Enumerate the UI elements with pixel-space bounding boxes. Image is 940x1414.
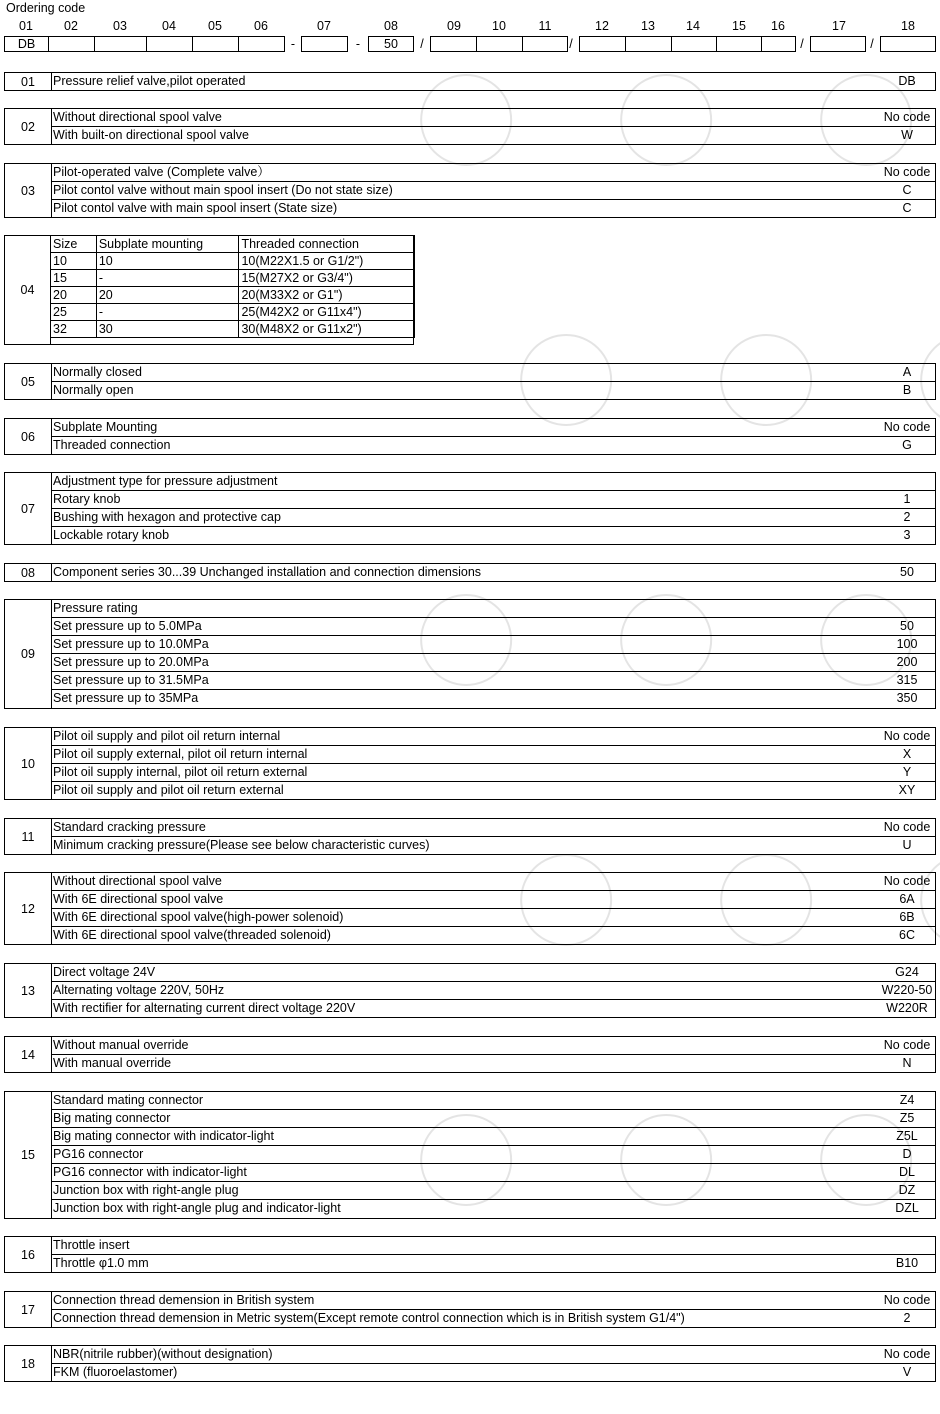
option-description: PG16 connector with indicator-light	[53, 1165, 247, 1179]
option-row	[51, 1237, 935, 1255]
table-cell: 32	[51, 321, 97, 338]
code-box-13[interactable]	[625, 36, 672, 52]
option-row	[51, 527, 935, 545]
option-description: NBR(nitrile rubber)(without designation)	[53, 1347, 273, 1361]
table-row	[51, 253, 415, 270]
option-row	[51, 1364, 935, 1382]
section-code: 06	[5, 419, 52, 454]
option-description: PG16 connector	[53, 1147, 144, 1161]
table-row	[51, 304, 415, 321]
option-description: Without directional spool valve	[53, 874, 222, 888]
option-code: No code	[883, 1038, 931, 1052]
option-description: With 6E directional spool valve(high-power solenoid)	[53, 910, 344, 924]
table-cell: 25	[51, 304, 97, 321]
code-number: 01	[19, 19, 33, 33]
code-box-07[interactable]	[301, 36, 348, 52]
option-code: 1	[903, 492, 911, 506]
option-description: Component series 30...39 Unchanged installation and connection dimensions	[53, 565, 482, 579]
option-code: XY	[898, 783, 916, 797]
code-number: 10	[492, 19, 506, 33]
section-04	[4, 235, 414, 345]
option-description: Normally open	[53, 383, 134, 397]
section-12	[4, 872, 936, 945]
section-13	[4, 963, 936, 1018]
option-description: Without directional spool valve	[53, 110, 222, 124]
code-number: 07	[317, 19, 331, 33]
option-row	[51, 1292, 935, 1310]
option-code: W220-50	[881, 983, 933, 997]
option-description: Standard cracking pressure	[53, 820, 206, 834]
option-row	[51, 873, 935, 891]
option-code: 315	[896, 673, 918, 687]
option-code: C	[902, 201, 912, 215]
option-description: Set pressure up to 31.5MPa	[53, 673, 209, 687]
section-code: 18	[5, 1346, 52, 1381]
size-table	[50, 235, 415, 338]
section-code: 04	[5, 236, 51, 344]
option-description: Connection thread demension in Metric system(Except remote control connection which is in British system G1/4")	[53, 1311, 685, 1325]
option-description: Junction box with right-angle plug and indicator-light	[53, 1201, 341, 1215]
option-row	[51, 1164, 935, 1182]
header-cell: Threaded connection	[239, 236, 415, 253]
code-number: 02	[64, 19, 78, 33]
code-box-01[interactable]: DB	[4, 36, 49, 52]
option-row	[51, 109, 935, 127]
option-row	[51, 672, 935, 690]
code-number: 15	[732, 19, 746, 33]
separator: /	[870, 37, 874, 51]
option-row	[51, 1092, 935, 1110]
option-row	[51, 909, 935, 927]
separator: /	[800, 37, 804, 51]
table-cell: 30(M48X2 or G11x2")	[239, 321, 415, 338]
section-01	[4, 72, 936, 91]
option-code: No code	[883, 820, 931, 834]
option-description: Adjustment type for pressure adjustment	[53, 474, 278, 488]
option-code: 50	[900, 565, 914, 579]
option-code: 100	[896, 637, 918, 651]
section-08	[4, 563, 936, 582]
option-row	[51, 1146, 935, 1164]
option-row	[51, 164, 935, 182]
option-code: No code	[883, 165, 931, 179]
option-row	[51, 891, 935, 909]
code-box-11[interactable]	[522, 36, 568, 52]
option-description: Pilot oil supply external, pilot oil return internal	[53, 747, 308, 761]
option-code: B	[902, 383, 912, 397]
code-number: 08	[384, 19, 398, 33]
option-row	[51, 1000, 935, 1018]
option-code: 6B	[899, 910, 915, 924]
option-description: With manual override	[53, 1056, 172, 1070]
section-code: 12	[5, 873, 52, 944]
option-code: W220R	[886, 1001, 928, 1015]
option-code: C	[902, 183, 912, 197]
code-number: 04	[162, 19, 176, 33]
option-code: X	[902, 747, 912, 761]
section-10	[4, 727, 936, 800]
code-box-12[interactable]	[579, 36, 626, 52]
option-row	[51, 1255, 935, 1273]
option-description: Set pressure up to 35MPa	[53, 691, 199, 705]
option-description: Direct voltage 24V	[53, 965, 156, 979]
option-row	[51, 728, 935, 746]
code-box-09[interactable]	[430, 36, 477, 52]
code-number: 14	[686, 19, 700, 33]
option-row	[51, 982, 935, 1000]
option-code: 6A	[899, 892, 915, 906]
code-box-14[interactable]	[671, 36, 717, 52]
option-row	[51, 1110, 935, 1128]
option-code: No code	[883, 1293, 931, 1307]
option-code: 200	[896, 655, 918, 669]
option-code: 6C	[899, 928, 915, 942]
code-number: 12	[595, 19, 609, 33]
option-code: Z5	[899, 1111, 915, 1125]
option-code: 350	[896, 691, 918, 705]
section-14	[4, 1036, 936, 1073]
table-cell: 10	[51, 253, 97, 270]
option-description: Rotary knob	[53, 492, 121, 506]
option-code: W	[901, 128, 913, 142]
option-description: Pilot oil supply and pilot oil return external	[53, 783, 284, 797]
option-description: Junction box with right-angle plug	[53, 1183, 239, 1197]
option-code: U	[902, 838, 912, 852]
option-description: Throttle insert	[53, 1238, 130, 1252]
option-row	[51, 819, 935, 837]
option-description: Pilot oil supply and pilot oil return internal	[53, 729, 281, 743]
option-code: DB	[898, 74, 916, 88]
section-code: 05	[5, 364, 52, 399]
option-row	[51, 636, 935, 654]
section-code: 13	[5, 964, 52, 1017]
table-cell: 20(M33X2 or G1")	[239, 287, 415, 304]
option-description: Lockable rotary knob	[53, 528, 170, 542]
code-box-02[interactable]	[48, 36, 95, 52]
option-code: No code	[883, 420, 931, 434]
option-code: 50	[900, 619, 914, 633]
option-row	[51, 1037, 935, 1055]
code-box-04[interactable]	[146, 36, 193, 52]
option-row	[51, 419, 935, 437]
option-code: V	[902, 1365, 912, 1379]
option-code: N	[902, 1056, 912, 1070]
option-code: DZL	[895, 1201, 919, 1215]
option-row	[51, 1055, 935, 1073]
option-row	[51, 73, 935, 91]
option-code: DL	[899, 1165, 915, 1179]
section-code: 02	[5, 109, 52, 144]
option-description: With 6E directional spool valve(threaded solenoid)	[53, 928, 331, 942]
code-position-numbers	[0, 19, 940, 35]
section-07	[4, 472, 936, 545]
option-code: B10	[895, 1256, 919, 1270]
code-box-17[interactable]	[810, 36, 866, 52]
code-number: 18	[901, 19, 915, 33]
separator: -	[355, 37, 361, 51]
option-description: Normally closed	[53, 365, 142, 379]
table-cell: 20	[51, 287, 97, 304]
option-row	[51, 491, 935, 509]
header-cell: Size	[51, 236, 97, 253]
option-description: Throttle φ1.0 mm	[53, 1256, 149, 1270]
table-cell: 15(M27X2 or G3/4")	[239, 270, 415, 287]
table-cell: 30	[96, 321, 239, 338]
option-row	[51, 182, 935, 200]
option-code: G24	[895, 965, 919, 979]
table-cell: 10	[96, 253, 239, 270]
code-number: 11	[538, 19, 552, 33]
option-description: Set pressure up to 10.0MPa	[53, 637, 209, 651]
code-box-15[interactable]	[716, 36, 762, 52]
section-18	[4, 1345, 936, 1382]
option-description: Pilot contol valve with main spool insert (State size)	[53, 201, 338, 215]
option-row	[51, 382, 935, 400]
option-code: No code	[883, 1347, 931, 1361]
code-box-03[interactable]	[94, 36, 147, 52]
option-row	[51, 1182, 935, 1200]
option-code: DZ	[898, 1183, 916, 1197]
option-code: No code	[883, 874, 931, 888]
option-code: 2	[903, 510, 911, 524]
option-row	[51, 364, 935, 382]
section-02	[4, 108, 936, 145]
option-description: Standard mating connector	[53, 1093, 204, 1107]
option-row	[51, 690, 935, 708]
code-number: 13	[641, 19, 655, 33]
option-row	[51, 473, 935, 491]
option-description: With built-on directional spool valve	[53, 128, 249, 142]
section-15	[4, 1091, 936, 1219]
code-number: 09	[447, 19, 461, 33]
section-code: 15	[5, 1092, 52, 1218]
option-description: Subplate Mounting	[53, 420, 158, 434]
header-cell: Subplate mounting	[96, 236, 239, 253]
section-code: 10	[5, 728, 52, 799]
code-box-16[interactable]	[761, 36, 796, 52]
table-cell: 20	[96, 287, 239, 304]
table-row	[51, 287, 415, 304]
option-code: 2	[903, 1311, 911, 1325]
option-code: No code	[883, 729, 931, 743]
section-code: 07	[5, 473, 52, 544]
option-row	[51, 437, 935, 455]
option-code: Y	[902, 765, 912, 779]
option-description: Without manual override	[53, 1038, 189, 1052]
option-row	[51, 127, 935, 145]
option-row	[51, 1346, 935, 1364]
section-code: 03	[5, 164, 52, 217]
section-05	[4, 363, 936, 400]
option-code: D	[902, 1147, 912, 1161]
option-description: Alternating voltage 220V, 50Hz	[53, 983, 225, 997]
table-row	[51, 321, 415, 338]
code-box-18[interactable]	[880, 36, 936, 52]
code-box-10[interactable]	[476, 36, 523, 52]
option-row	[51, 1200, 935, 1218]
option-row	[51, 654, 935, 672]
code-box-08[interactable]: 50	[368, 36, 414, 52]
option-code: Z5L	[896, 1129, 918, 1143]
option-code: 3	[903, 528, 911, 542]
option-code: No code	[883, 110, 931, 124]
code-box-06[interactable]	[238, 36, 285, 52]
table-cell: -	[96, 270, 239, 287]
section-17	[4, 1291, 936, 1328]
section-code: 01	[5, 73, 52, 90]
table-cell: 10(M22X1.5 or G1/2")	[239, 253, 415, 270]
option-description: Pilot-operated valve (Complete valve）	[53, 165, 270, 179]
option-row	[51, 509, 935, 527]
code-number: 17	[832, 19, 846, 33]
option-description: Pressure rating	[53, 601, 138, 615]
option-row	[51, 564, 935, 582]
option-description: With rectifier for alternating current direct voltage 220V	[53, 1001, 356, 1015]
option-row	[51, 782, 935, 800]
code-number: 05	[208, 19, 222, 33]
section-16	[4, 1236, 936, 1273]
option-row	[51, 927, 935, 945]
option-description: Threaded connection	[53, 438, 171, 452]
option-code: Z4	[899, 1093, 915, 1107]
section-code: 16	[5, 1237, 52, 1272]
option-description: Big mating connector with indicator-light	[53, 1129, 274, 1143]
code-number: 06	[254, 19, 268, 33]
section-11	[4, 818, 936, 855]
option-row	[51, 200, 935, 218]
option-description: Set pressure up to 20.0MPa	[53, 655, 209, 669]
option-row	[51, 964, 935, 982]
code-box-05[interactable]	[192, 36, 239, 52]
option-description: Pilot oil supply internal, pilot oil return external	[53, 765, 308, 779]
separator: -	[290, 37, 296, 51]
table-cell: 15	[51, 270, 97, 287]
section-code: 08	[5, 564, 52, 581]
section-09	[4, 599, 936, 709]
option-description: Pilot contol valve without main spool insert (Do not state size)	[53, 183, 393, 197]
option-description: FKM (fluoroelastomer)	[53, 1365, 178, 1379]
option-description: Bushing with hexagon and protective cap	[53, 510, 281, 524]
section-06	[4, 418, 936, 455]
code-number: 03	[113, 19, 127, 33]
page-title: Ordering code	[6, 1, 86, 15]
option-description: Big mating connector	[53, 1111, 171, 1125]
option-code: A	[902, 365, 912, 379]
table-cell: -	[96, 304, 239, 321]
separator: /	[569, 37, 573, 51]
size-table-header	[51, 236, 415, 253]
section-code: 11	[5, 819, 52, 854]
section-code: 09	[5, 600, 52, 708]
table-row	[51, 270, 415, 287]
option-row	[51, 1128, 935, 1146]
option-description: Set pressure up to 5.0MPa	[53, 619, 202, 633]
section-code: 14	[5, 1037, 52, 1072]
section-code: 17	[5, 1292, 52, 1327]
option-row	[51, 837, 935, 855]
ordering-code-boxes	[0, 36, 940, 54]
option-row	[51, 764, 935, 782]
option-row	[51, 1310, 935, 1328]
option-row	[51, 600, 935, 618]
option-row	[51, 746, 935, 764]
option-code: G	[902, 438, 912, 452]
option-description: With 6E directional spool valve	[53, 892, 224, 906]
option-row	[51, 618, 935, 636]
separator: /	[420, 37, 424, 51]
code-number: 16	[771, 19, 785, 33]
option-description: Pressure relief valve,pilot operated	[53, 74, 246, 88]
table-cell: 25(M42X2 or G11x4")	[239, 304, 415, 321]
option-description: Connection thread demension in British system	[53, 1293, 315, 1307]
option-description: Minimum cracking pressure(Please see below characteristic curves)	[53, 838, 430, 852]
section-03	[4, 163, 936, 218]
